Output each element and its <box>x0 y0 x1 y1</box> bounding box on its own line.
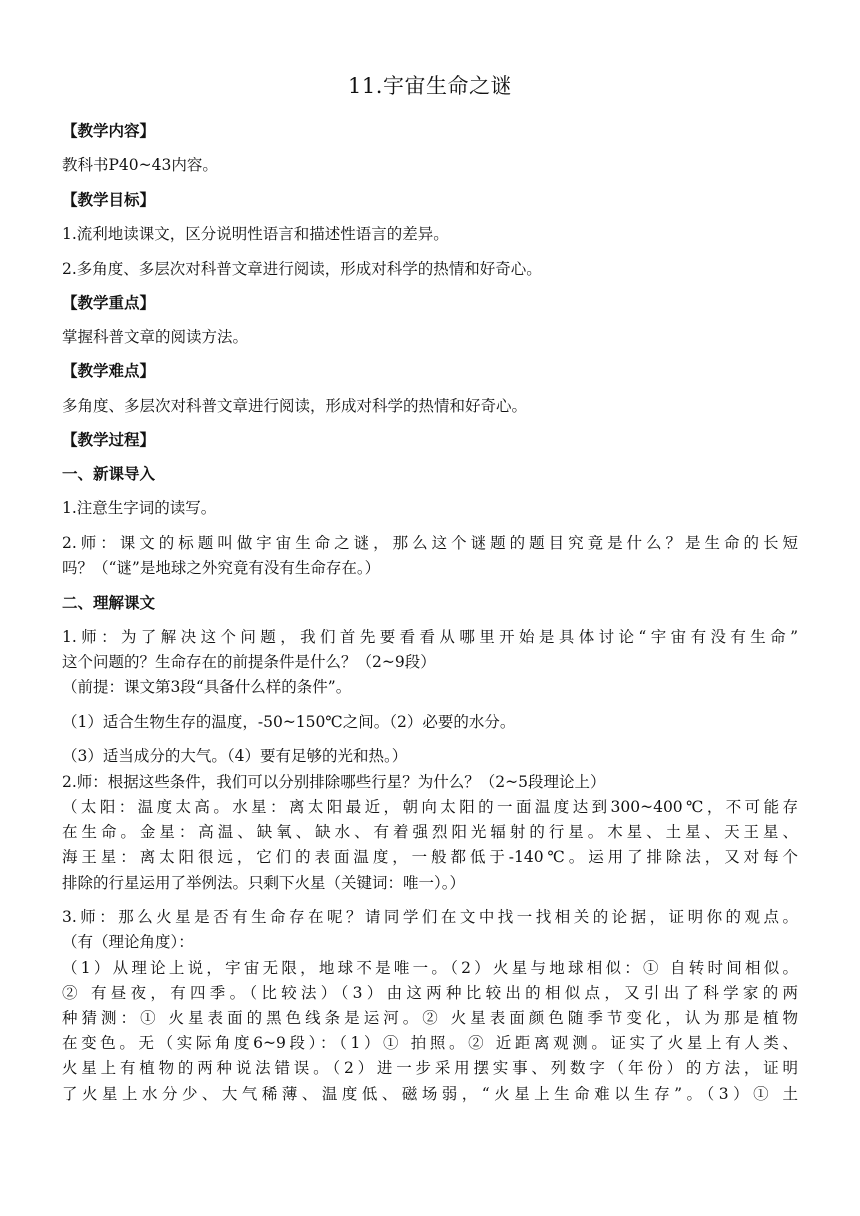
section-heading-key-points: 【教学重点】 <box>62 294 156 312</box>
paragraph-line: 教科书P40~43内容。 <box>62 156 218 174</box>
paragraph-line: 2.师：课文的标题叫做宇宙生命之谜，那么这个谜题的题目究竟是什么？是生命的长短 <box>62 534 798 552</box>
paragraph-line: （前提：课文第3段“具备什么样的条件”。 <box>62 678 352 696</box>
paragraph-line: 在生命。金星：高温、缺氧、缺水、有着强烈阳光辐射的行星。木星、土星、天王星、 <box>62 823 798 841</box>
subheading-understand-text: 二、理解课文 <box>62 594 156 612</box>
section-heading-difficult-points: 【教学难点】 <box>62 362 156 380</box>
paragraph-line: （有（理论角度）： <box>62 933 194 951</box>
paragraph-line: 在变色。无（实际角度6~9段）：（1）① 拍照。② 近距离观测。证实了火星上有人类、 <box>62 1034 798 1052</box>
paragraph-line: 吗？（“谜”是地球之外究竟有没有生命存在。） <box>62 559 381 577</box>
paragraph-line: （3）适当成分的大气。（4）要有足够的光和热。） <box>62 747 408 765</box>
paragraph-line: 2.多角度、多层次对科普文章进行阅读，形成对科学的热情和好奇心。 <box>62 260 542 278</box>
section-heading-teaching-process: 【教学过程】 <box>62 431 156 449</box>
paragraph-line: 了火星上水分少、大气稀薄、温度低、磁场弱，“火星上生命难以生存”。（3）① 土 <box>62 1085 798 1103</box>
paragraph-line: （1）从理论上说，宇宙无限，地球不是唯一。（2）火星与地球相似：① 自转时间相似。 <box>62 959 798 977</box>
section-heading-teaching-goals: 【教学目标】 <box>62 191 156 209</box>
paragraph-line: 掌握科普文章的阅读方法。 <box>62 328 249 346</box>
paragraph-line: 1.师：为了解决这个问题，我们首先要看看从哪里开始是具体讨论“宇宙有没有生命” <box>62 628 798 646</box>
paragraph-line: 1.流利地读课文，区分说明性语言和描述性语言的差异。 <box>62 225 449 243</box>
paragraph-line: 海王星：离太阳很远，它们的表面温度，一般都低于-140℃。运用了排除法，又对每个 <box>62 848 798 866</box>
paragraph-line: 1.注意生字词的读写。 <box>62 499 217 517</box>
paragraph-line: （1）适合生物生存的温度，-50~150℃之间。（2）必要的水分。 <box>62 713 516 731</box>
paragraph-line: （太阳：温度太高。水星：离太阳最近，朝向太阳的一面温度达到300~400℃，不可能存 <box>62 798 798 816</box>
paragraph-line: 2.师：根据这些条件，我们可以分别排除哪些行星？为什么？（2~5段理论上） <box>62 773 606 791</box>
paragraph-line: 火星上有植物的两种说法错误。（2）进一步采用摆实事、列数字（年份）的方法，证明 <box>62 1059 798 1077</box>
paragraph-line: 种猜测：① 火星表面的黑色线条是运河。② 火星表面颜色随季节变化，认为那是植物 <box>62 1009 798 1027</box>
subheading-new-lesson-intro: 一、新课导入 <box>62 465 156 483</box>
paragraph-line: 这个问题的？生命存在的前提条件是什么？（2~9段） <box>62 653 436 671</box>
paragraph-line: 排除的行星运用了举例法。只剩下火星（关键词：唯一）。） <box>62 874 466 892</box>
section-heading-teaching-content: 【教学内容】 <box>62 122 156 140</box>
paragraph-line: 多角度、多层次对科普文章进行阅读，形成对科学的热情和好奇心。 <box>62 397 528 415</box>
document-title: 11.宇宙生命之谜 <box>348 74 512 98</box>
paragraph-line: ② 有昼夜，有四季。（比较法）（3）由这两种比较出的相似点，又引出了科学家的两 <box>62 984 798 1002</box>
paragraph-line: 3.师：那么火星是否有生命存在呢？请同学们在文中找一找相关的论据，证明你的观点。 <box>62 908 798 926</box>
